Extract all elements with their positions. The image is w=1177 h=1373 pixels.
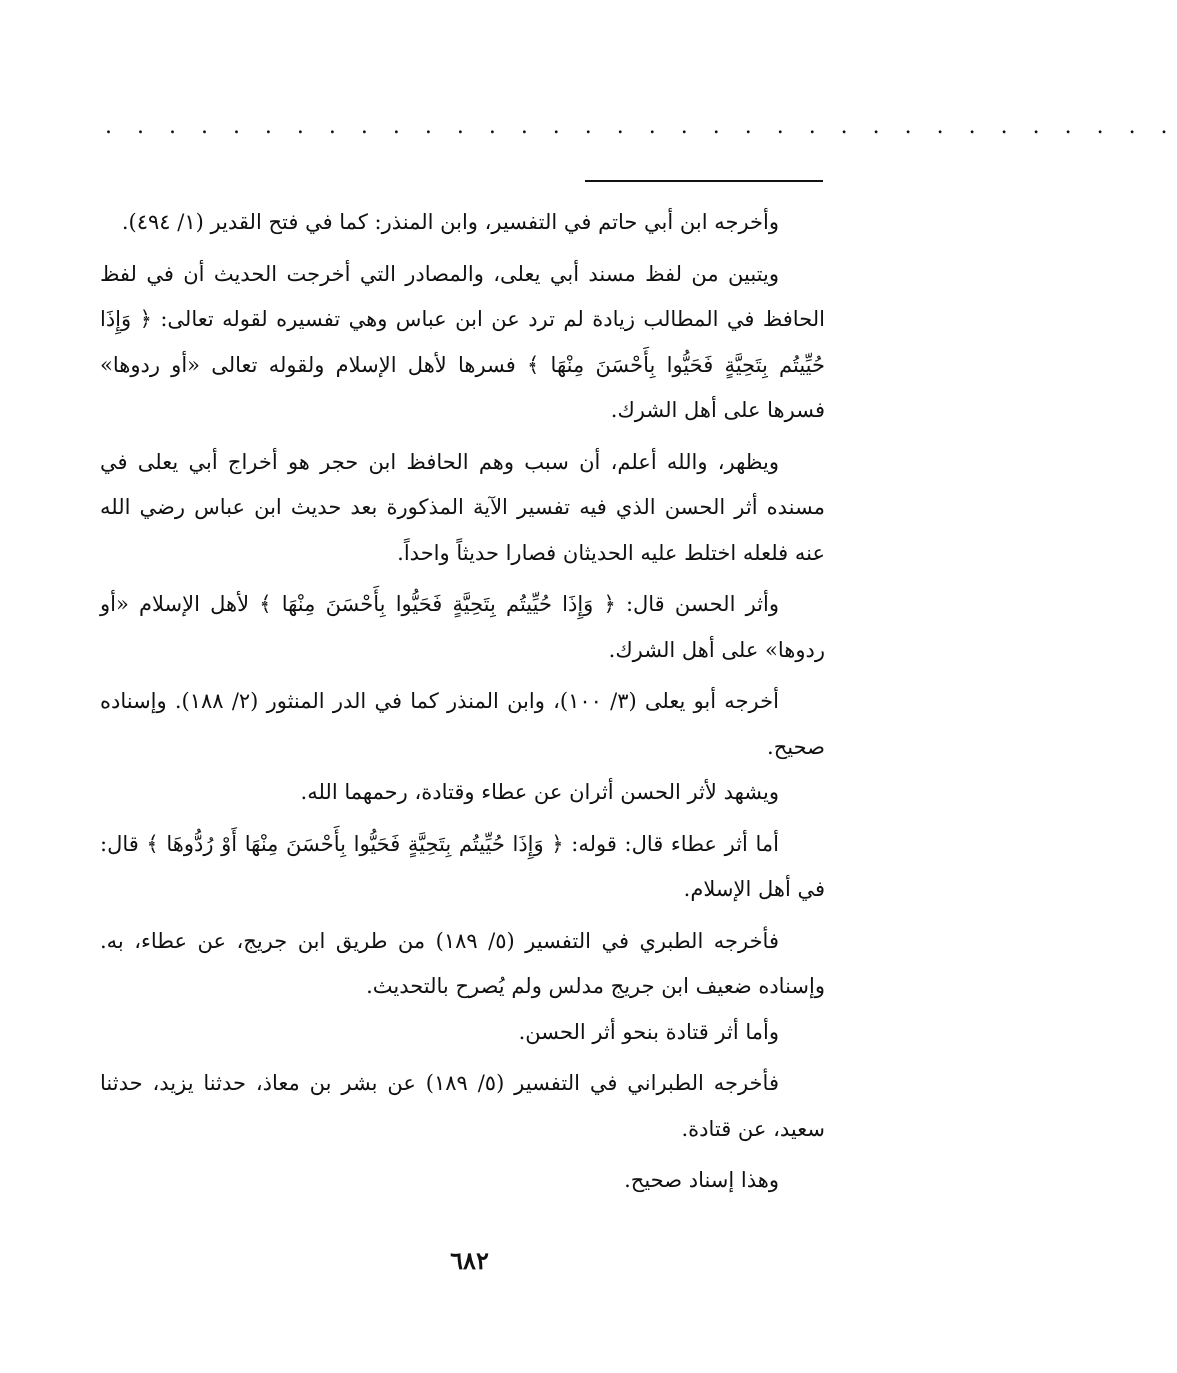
paragraph-6: ويشهد لأثر الحسن أثران عن عطاء وقتادة، رحمهما الله.	[300, 780, 779, 804]
paragraph-5: أخرجه أبو يعلى (٣/ ١٠٠)، وابن المنذر كما في الدر المنثور (٢/ ١٨٨). وإسناده صحيح.	[100, 689, 825, 759]
paragraph-1: وأخرجه ابن أبي حاتم في التفسير، وابن المنذر: كما في فتح القدير (١/ ٤٩٤).	[121, 210, 779, 234]
paragraph-2: ويتبين من لفظ مسند أبي يعلى، والمصادر التي أخرجت الحديث أن في لفظ الحافظ في المطالب زيادة لم ترد عن ابن عباس وهي تفسيره لقوله تعالى: ﴿ وَإِذَا حُيِّيتُم بِتَحِيَّةٍ فَحَيُّوا بِأَحْسَنَ مِنْهَا ﴾ فسرها لأهل الإسلام ولقوله تعالى «أو ردوها» فسرها على أهل الشرك.	[100, 261, 825, 422]
paragraph-10: فأخرجه الطبراني في التفسير (٥/ ١٨٩) عن بشر بن معاذ، حدثنا يزيد، حدثنا سعيد، عن قتادة.	[100, 1071, 825, 1141]
paragraph-9: وأما أثر قتادة بنحو أثر الحسن.	[518, 1019, 779, 1044]
paragraph-11: وهذا إسناد صحيح.	[624, 1168, 779, 1192]
page-number: ٦٨٢	[450, 1246, 489, 1275]
paragraph-4: وأثر الحسن قال: ﴿ وَإِذَا حُيِّيتُم بِتَحِيَّةٍ فَحَيُّوا بِأَحْسَنَ مِنْهَا ﴾ لأهل الإسلام «أو ردوها» على أهل الشرك.	[100, 592, 825, 662]
paragraph-8: فأخرجه الطبري في التفسير (٥/ ١٨٩) من طريق ابن جريج، عن عطاء، به. وإسناده ضعيف ابن جريج مدلس ولم يُصرح بالتحديث.	[100, 928, 825, 998]
paragraph-3: ويظهر، والله أعلم، أن سبب وهم الحافظ ابن حجر هو أخراج أبي يعلى في مسنده أثر الحسن الذي فيه تفسير الآية المذكورة بعد حديث ابن عباس رضي الله عنه فلعله اختلط عليه الحديثان فصارا حديثاً واحداً.	[100, 449, 825, 565]
separator-dots: . . . . . . . . . . . . . . . . . . . . . . . . . . . . . . . . . .	[105, 114, 1177, 139]
paragraph-7: أما أثر عطاء قال: قوله: ﴿ وَإِذَا حُيِّيتُم بِتَحِيَّةٍ فَحَيُّوا بِأَحْسَنَ مِنْهَا أَوْ رُدُّوهَا ﴾ قال: في أهل الإسلام.	[100, 831, 825, 901]
footnote-rule	[585, 180, 823, 182]
body-text	[100, 200, 825, 1210]
